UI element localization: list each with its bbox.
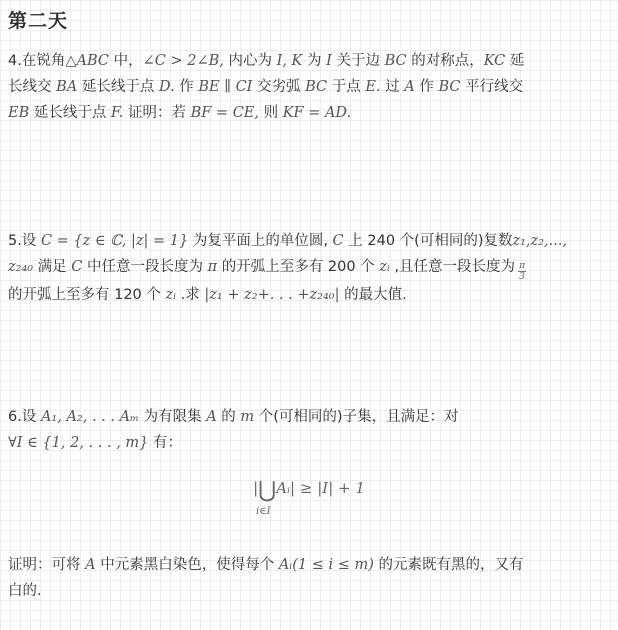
text: 过 xyxy=(380,79,405,95)
math: A xyxy=(206,409,217,425)
math: K xyxy=(286,53,303,69)
proof-line-1 xyxy=(8,552,610,578)
text: 延长线于点 xyxy=(29,105,111,121)
math: zᵢ xyxy=(165,287,177,303)
math: A xyxy=(85,557,96,573)
text: ,且任意一段长度为 xyxy=(389,259,516,275)
proof-line-2 xyxy=(8,578,610,604)
text: 的开弧上至多有 120 个 xyxy=(8,287,166,303)
math: BF = CE, xyxy=(190,105,259,121)
text: 于点 xyxy=(327,79,366,95)
fraction-denominator: 3 xyxy=(519,272,525,282)
problem-5-line-1 xyxy=(8,228,610,254)
text: 关于边 xyxy=(331,53,385,69)
union-subscript: i∈I xyxy=(256,506,271,517)
big-union-symbol: ⋃ xyxy=(258,478,277,503)
problem-5-line-3 xyxy=(8,282,610,308)
text: 的元素既有黑的，又有 xyxy=(373,557,524,573)
problem-4-line-2 xyxy=(8,74,610,100)
problem-4-line-1 xyxy=(8,48,610,74)
math: |z₁ + z₂+. . . +z₂₄₀| xyxy=(204,287,340,303)
math: E. xyxy=(365,79,381,95)
problem-6-line-1 xyxy=(8,404,610,430)
math: BA xyxy=(56,79,78,95)
text: 的开弧上至多有 200 个 xyxy=(217,259,380,275)
text: 交劣弧 xyxy=(252,79,306,95)
text: 个(可相同的)子集，且满足：对 xyxy=(254,409,459,425)
formula-bar: | xyxy=(253,479,259,497)
text: 中任意一段长度为 xyxy=(82,259,208,275)
math: Aᵢ(1 ≤ i ≤ m) xyxy=(278,557,374,573)
text: 延长线于点 xyxy=(77,79,159,95)
fraction-numerator: π xyxy=(519,261,525,271)
text: 为 xyxy=(302,53,327,69)
problem-5 xyxy=(8,228,610,308)
math: BC xyxy=(384,53,407,69)
text: 白的. xyxy=(8,583,42,599)
text: 为复平面上的单位圆, xyxy=(188,233,333,249)
problem-6-line-2 xyxy=(8,430,610,456)
text: 为有限集 xyxy=(138,409,207,425)
math: C xyxy=(332,233,344,249)
math: m xyxy=(240,409,255,425)
text: 5.设 xyxy=(8,233,41,249)
problem-4 xyxy=(8,48,610,126)
math: I, xyxy=(276,53,287,69)
text: 证明：若 xyxy=(123,105,191,121)
math: BC xyxy=(305,79,328,95)
problem-5-line-2 xyxy=(8,254,610,282)
math: C xyxy=(71,259,83,275)
math: KF = AD. xyxy=(282,105,352,121)
text: 内心为 xyxy=(223,53,277,69)
text: 作 xyxy=(174,79,199,95)
math: A₁, A₂, . . . Aₘ xyxy=(40,409,139,425)
math: KC xyxy=(483,53,506,69)
math: C = {z ∈ ℂ, |z| = 1} xyxy=(40,233,189,249)
text: 中， xyxy=(109,53,143,69)
math: F. xyxy=(110,105,124,121)
text: 有： xyxy=(148,435,183,451)
math: I xyxy=(326,53,332,69)
text: 则 xyxy=(258,105,283,121)
text: 满足 xyxy=(33,259,72,275)
text: .求 xyxy=(176,287,205,303)
math: ∀I ∈ {1, 2, . . . , m} xyxy=(8,435,149,451)
math: ∠C > 2∠B, xyxy=(142,53,224,69)
fraction-pi-over-3 xyxy=(518,261,526,282)
text: 6.设 xyxy=(8,409,41,425)
text: 平行线交 xyxy=(460,79,524,95)
text: 的 xyxy=(216,409,241,425)
text: 长线交 xyxy=(8,79,57,95)
math: z₂₄₀ xyxy=(8,259,34,275)
math: BE ∥ CI xyxy=(198,79,253,95)
math: EB xyxy=(8,105,30,121)
display-formula xyxy=(0,478,618,503)
text: 上 240 个(可相同的)复数 xyxy=(343,233,513,249)
text: 中元素黑白染色，使得每个 xyxy=(95,557,279,573)
math: BC xyxy=(438,79,461,95)
math: z₁,z₂,..., xyxy=(512,233,568,249)
problem-6 xyxy=(8,404,610,456)
page-title: 第二天 xyxy=(8,10,69,32)
math: π xyxy=(207,259,218,275)
math: D. xyxy=(158,79,175,95)
proof-statement xyxy=(8,552,610,604)
text: 4.在锐角 xyxy=(8,53,66,69)
math: zᵢ xyxy=(379,259,390,275)
text: 证明：可将 xyxy=(8,557,86,573)
math: A xyxy=(404,79,415,95)
text: 的对称点， xyxy=(406,53,484,69)
math: △ABC xyxy=(65,53,109,69)
text: 作 xyxy=(414,79,439,95)
text: 延 xyxy=(505,53,525,69)
problem-4-line-3 xyxy=(8,100,610,126)
text: 的最大值. xyxy=(339,287,407,303)
formula-rhs: Aᵢ| ≥ |I| + 1 xyxy=(276,479,365,497)
